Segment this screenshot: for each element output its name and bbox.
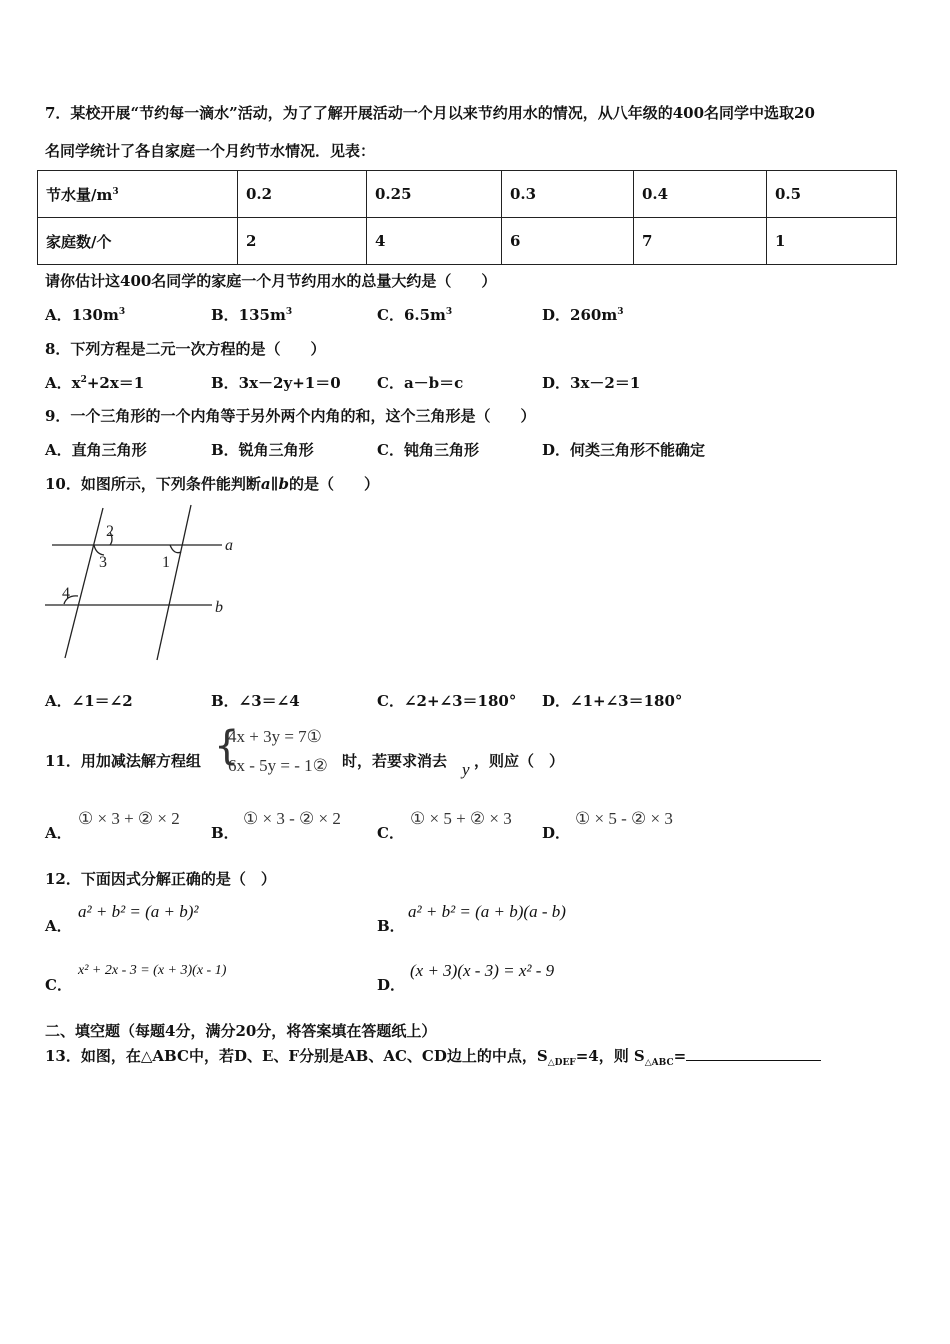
q13-question: 13．如图，在△ABC中，若D、E、F分别是AB、AC、CD边上的中点，$S_{\triangle DEF}=4$，则 $S_{\triangle ABC}=$ — [45, 1045, 821, 1066]
q11-equation-2: 6x - 5y = - 1② — [228, 756, 328, 775]
q11-variable: y — [462, 760, 470, 779]
q12-option-d[interactable]: (x + 3)(x - 3) = x² - 9 — [410, 961, 555, 980]
q10-option-b[interactable]: B．∠3＝∠4 — [211, 692, 300, 710]
transversal-right — [157, 505, 191, 660]
angle-label-4: 4 — [62, 585, 70, 602]
q8-question: 8．下列方程是二元一次方程的是（ ） — [45, 340, 326, 358]
q8-option-c[interactable]: C．a－b＝c — [377, 374, 464, 392]
q12-option-b-label[interactable]: B． — [377, 917, 405, 935]
q7-question: 请你估计这400名同学的家庭一个月节约用水的总量大约是（ ） — [45, 272, 497, 290]
q10-option-a[interactable]: A．∠1＝∠2 — [45, 692, 133, 710]
q11-question-mid: 时，若要求消去 — [342, 752, 448, 770]
table-row — [38, 171, 897, 218]
q11-question-post: ，则应（ ） — [474, 752, 565, 770]
table-cell: 6 — [502, 218, 634, 265]
q7-option-b[interactable]: B．$135m^3$ — [211, 306, 293, 324]
q10-question: 10．如图所示，下列条件能判断a∥b的是（ ） — [45, 475, 380, 493]
q11-question-pre: 11．用加减法解方程组 — [45, 752, 201, 770]
q11-option-b[interactable]: ① × 3 - ② × 2 — [243, 809, 341, 828]
q11-option-b-label[interactable]: B． — [211, 824, 239, 842]
q11-option-a[interactable]: ① × 3 + ② × 2 — [78, 809, 180, 828]
table-cell: 0.4 — [634, 171, 767, 218]
table-cell: 0.2 — [238, 171, 367, 218]
line-label-b: b — [215, 599, 223, 616]
q11-option-a-label[interactable]: A． — [45, 824, 72, 842]
equation-brace: { — [214, 723, 240, 769]
q8-option-b[interactable]: B．3x－2y+1＝0 — [211, 374, 341, 392]
water-saving-table — [37, 170, 897, 265]
q9-option-c[interactable]: C．钝角三角形 — [377, 441, 479, 459]
q12-option-a-label[interactable]: A． — [45, 917, 72, 935]
q7-line1: 7．某校开展“节约每一滴水”活动，为了了解开展活动一个月以来节约用水的情况，从八年级的400名同学中选取20 — [45, 104, 815, 122]
q7-option-a[interactable]: A．$130m^3$ — [45, 306, 126, 324]
q10-option-d[interactable]: D．∠1+∠3＝180° — [542, 692, 683, 710]
q7-line2: 名同学统计了各自家庭一个月约节水情况．见表： — [45, 142, 376, 160]
q10-option-c[interactable]: C．∠2+∠3＝180° — [377, 692, 517, 710]
q12-option-a[interactable]: a² + b² = (a + b)² — [78, 902, 199, 921]
q9-option-a[interactable]: A．直角三角形 — [45, 441, 147, 459]
table-header-cell: 节水量$/m^3$ — [38, 171, 238, 218]
q11-option-d-label[interactable]: D． — [542, 824, 571, 842]
q10-math-ab: a∥b — [260, 475, 290, 493]
q11-option-d[interactable]: ① × 5 - ② × 3 — [575, 809, 673, 828]
q11-equation-1: 4x + 3y = 7① — [228, 727, 322, 746]
q9-option-b[interactable]: B．锐角三角形 — [211, 441, 314, 459]
table-cell: 0.5 — [767, 171, 897, 218]
table-cell: 0.3 — [502, 171, 634, 218]
q12-option-c[interactable]: x² + 2x - 3 = (x + 3)(x - 1) — [78, 963, 227, 978]
arc-angle-1 — [170, 545, 181, 553]
q7-option-c[interactable]: C．$6.5m^3$ — [377, 306, 453, 324]
q9-option-d[interactable]: D．何类三角形不能确定 — [542, 441, 706, 459]
angle-label-3: 3 — [99, 554, 107, 571]
q12-option-b[interactable]: a² + b² = (a + b)(a - b) — [408, 902, 566, 921]
q8-option-d[interactable]: D．3x－2＝1 — [542, 374, 641, 392]
answer-blank[interactable] — [686, 1046, 821, 1061]
q12-option-c-label[interactable]: C． — [45, 976, 72, 994]
table-cell: 4 — [367, 218, 502, 265]
table-header-cell: 家庭数/个 — [38, 218, 238, 265]
q12-question: 12．下面因式分解正确的是（ ） — [45, 870, 276, 888]
q12-option-d-label[interactable]: D． — [377, 976, 406, 994]
angle-label-2: 2 — [106, 523, 114, 540]
parallel-lines-figure — [40, 500, 245, 665]
q9-question: 9．一个三角形的一个内角等于另外两个内角的和，这个三角形是（ ） — [45, 407, 536, 425]
transversal-left — [65, 508, 103, 658]
angle-label-1: 1 — [162, 554, 170, 571]
q8-option-a[interactable]: A．$x^2+2x=1$ — [45, 374, 145, 392]
section-title: 二、填空题（每题4分，满分20分，将答案填在答题纸上） — [45, 1022, 437, 1040]
table-cell: 1 — [767, 218, 897, 265]
q11-option-c-label[interactable]: C． — [377, 824, 404, 842]
table-row — [38, 218, 897, 265]
table-cell: 0.25 — [367, 171, 502, 218]
q11-option-c[interactable]: ① × 5 + ② × 3 — [410, 809, 512, 828]
table-cell: 7 — [634, 218, 767, 265]
q7-option-d[interactable]: D．$260m^3$ — [542, 306, 624, 324]
table-cell: 2 — [238, 218, 367, 265]
line-label-a: a — [225, 537, 233, 554]
